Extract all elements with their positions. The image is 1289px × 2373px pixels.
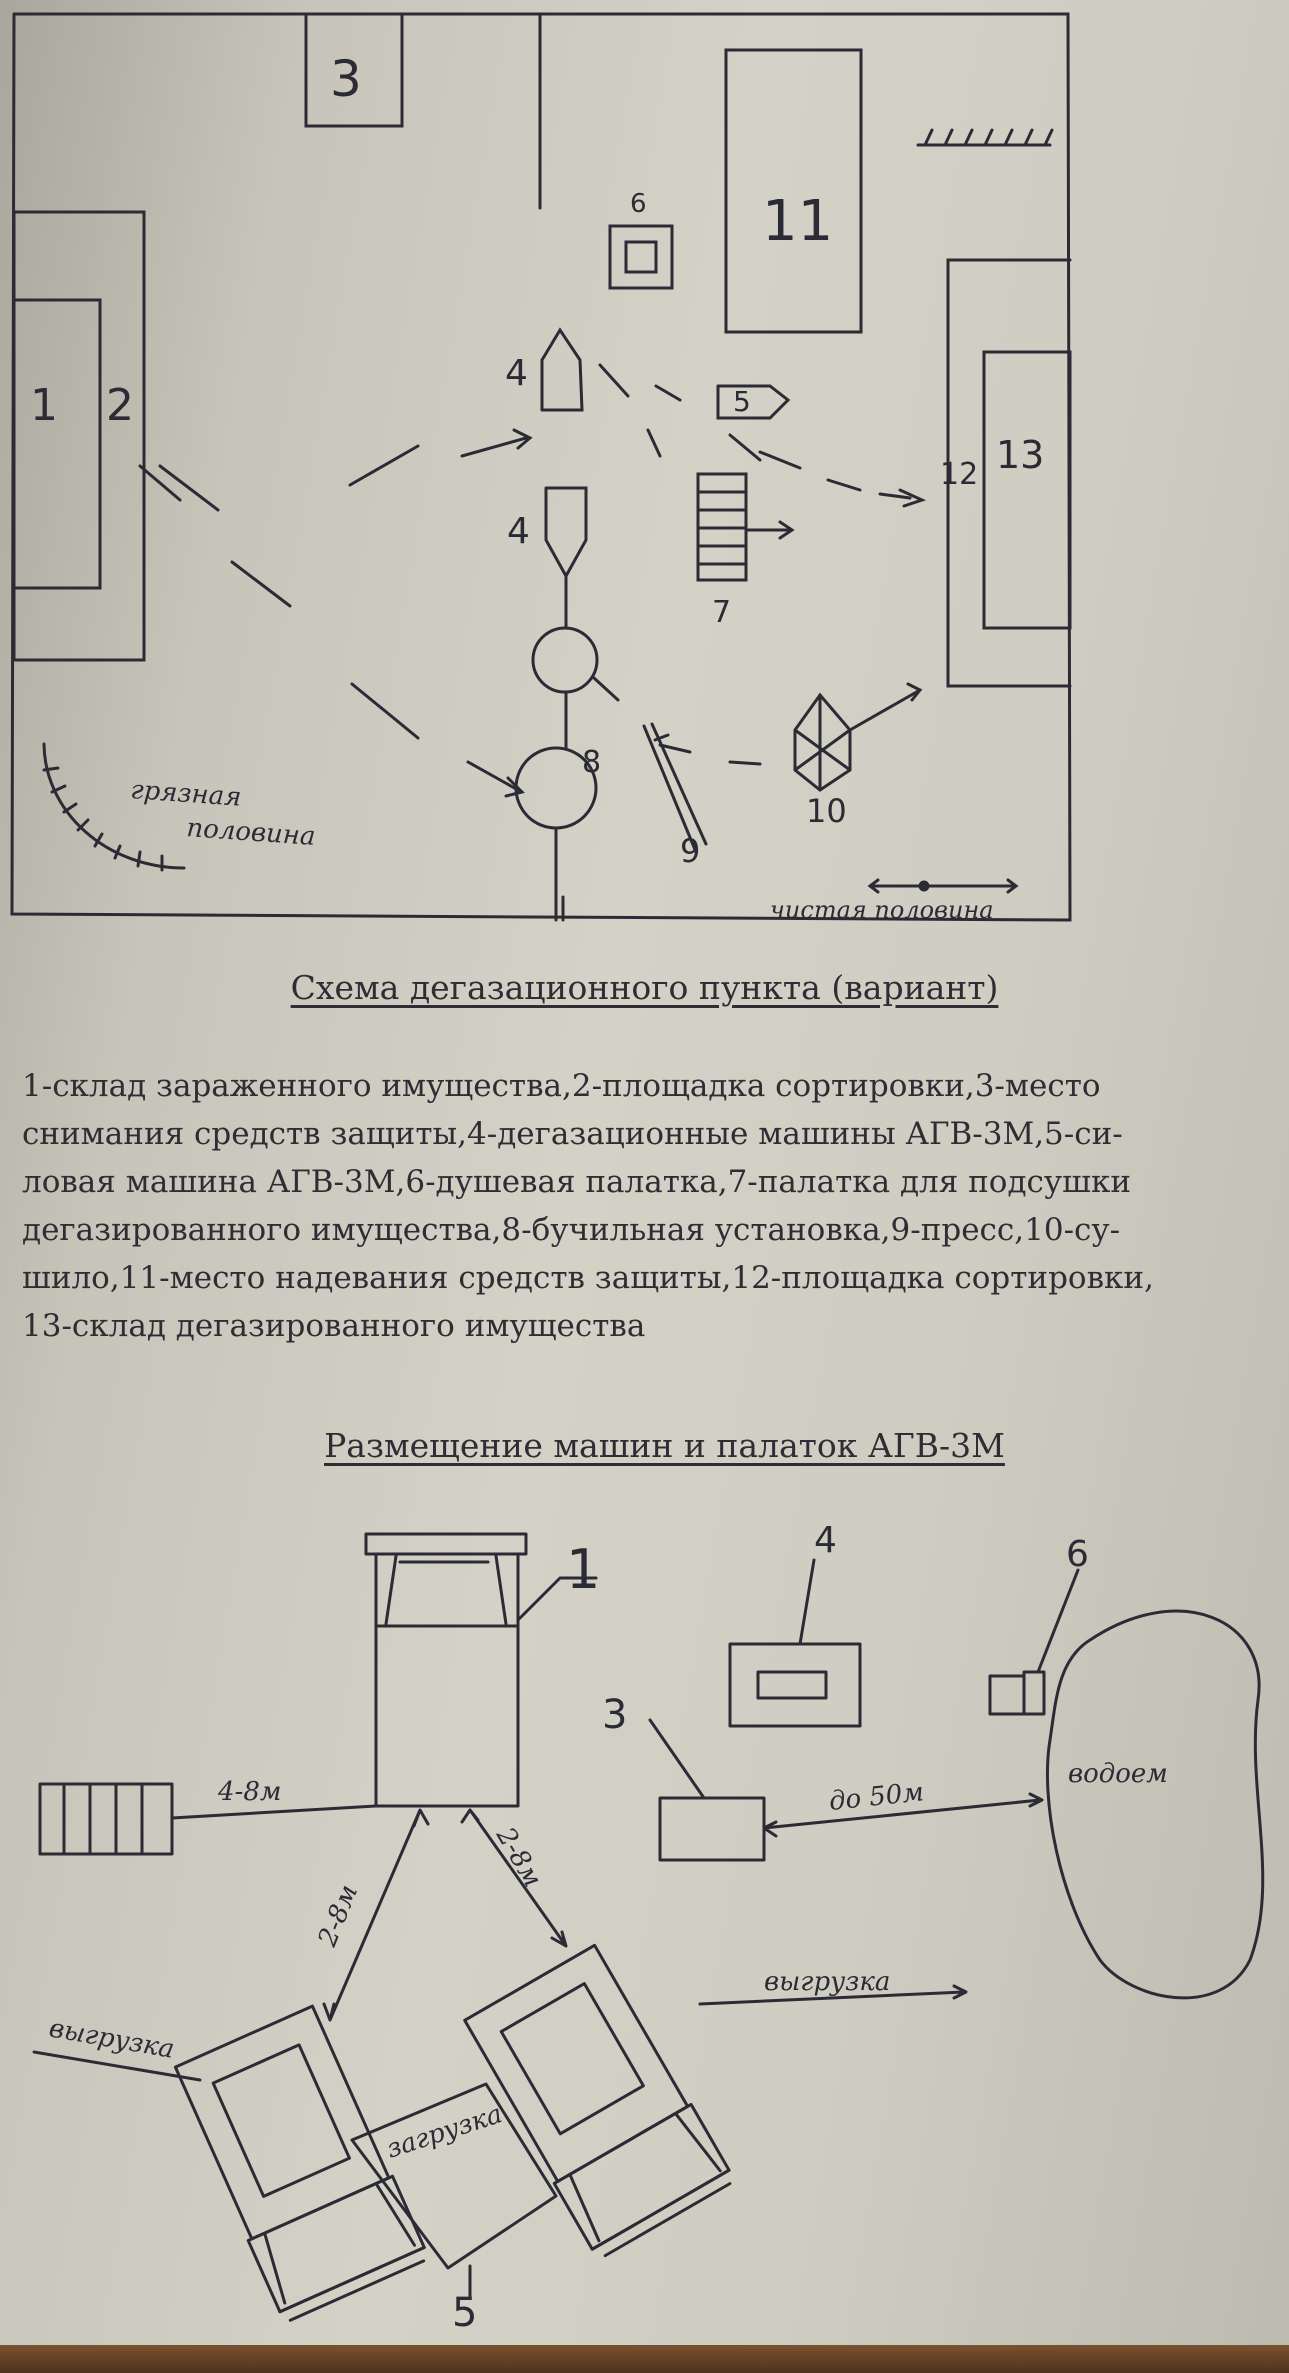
- water-label: водоем: [1068, 1759, 1168, 1789]
- dist-diag-left-label: 2-8м: [312, 1880, 365, 1951]
- tent-5: [352, 2084, 556, 2268]
- right-truck: [461, 1943, 735, 2259]
- legend-line: дегазированного имущества,8-бучильная установка,9-пресс,10-су-: [22, 1212, 1121, 1248]
- label-10: 10: [806, 792, 847, 830]
- legend-line: снимания средств защиты,4-дегазационные машины АГВ-3М,5-си-: [22, 1116, 1123, 1152]
- label-9: 9: [680, 832, 701, 870]
- label-2: 2: [106, 380, 134, 431]
- label-13: 13: [996, 433, 1045, 477]
- dist-left-label: 4-8м: [218, 1777, 282, 1807]
- tent-4: [730, 1644, 860, 1726]
- label-1: 1: [30, 380, 58, 431]
- zone-5-power-machine: [718, 386, 788, 418]
- label-11: 11: [762, 189, 834, 254]
- label-4a: 4: [505, 353, 528, 394]
- label-12: 12: [940, 457, 979, 492]
- label-5: 5: [733, 385, 751, 418]
- machine-1-bumper: [366, 1534, 526, 1554]
- legend-line: 13-склад дегазированного имущества: [22, 1308, 646, 1344]
- item-3: [660, 1798, 764, 1860]
- unload-left-label: выгрузка: [46, 2013, 177, 2065]
- dist-water-label: до 50м: [827, 1777, 926, 1817]
- label-8: 8: [582, 745, 602, 780]
- left-truck: [172, 2004, 429, 2322]
- machine-1-cab: [376, 1554, 518, 1626]
- zone-10-dryer: [795, 695, 850, 790]
- dirty-half-label-2: половина: [185, 813, 317, 852]
- label-4b: 4: [507, 511, 530, 552]
- zone-6-shower-tent: [610, 226, 672, 288]
- placement-label-4: 4: [814, 1520, 837, 1561]
- zone-2-sorting-area: [14, 212, 144, 660]
- water-body: [1047, 1611, 1262, 1998]
- scheme-title: Схема дегазационного пункта (вариант): [290, 968, 999, 1007]
- legend-line: 1-склад зараженного имущества,2-площадка сортировки,3-место: [22, 1068, 1101, 1104]
- loading-label: загрузка: [382, 2099, 507, 2165]
- legend-line: ловая машина АГВ-3М,6-душевая палатка,7-палатка для подсушки: [22, 1164, 1132, 1200]
- placement-title: Размещение машин и палаток АГВ-3М: [324, 1426, 1005, 1465]
- dist-diag-right-label: 2-8м: [489, 1822, 548, 1893]
- clean-half-label: чистая половина: [770, 896, 994, 924]
- decontamination-point-scheme: [0, 0, 1289, 950]
- scheme-legend: [22, 1062, 1252, 1350]
- placement-label-6: 6: [1066, 1534, 1089, 1575]
- left-tent: [40, 1784, 172, 1854]
- label-3: 3: [330, 50, 362, 108]
- placement-label-5: 5: [452, 2290, 478, 2336]
- dirty-half-label-1: грязная: [129, 775, 243, 813]
- placement-label-3: 3: [602, 1692, 628, 1738]
- unload-right-label: выгрузка: [764, 1967, 891, 1997]
- label-6: 6: [630, 189, 647, 219]
- zone-4-machine-lower: [546, 488, 586, 576]
- zone-13-decontaminated-storage: [984, 352, 1070, 628]
- zone-4-machine-top: [542, 330, 582, 410]
- item-6: [990, 1676, 1024, 1714]
- machine-1-body: [376, 1626, 518, 1806]
- legend-line: шило,11-место надевания средств защиты,12-площадка сортировки,: [22, 1260, 1154, 1296]
- label-7: 7: [712, 595, 732, 630]
- zone-1-contaminated-storage: [14, 300, 100, 588]
- placement-label-1: 1: [566, 1538, 601, 1601]
- table-edge: [0, 2345, 1289, 2373]
